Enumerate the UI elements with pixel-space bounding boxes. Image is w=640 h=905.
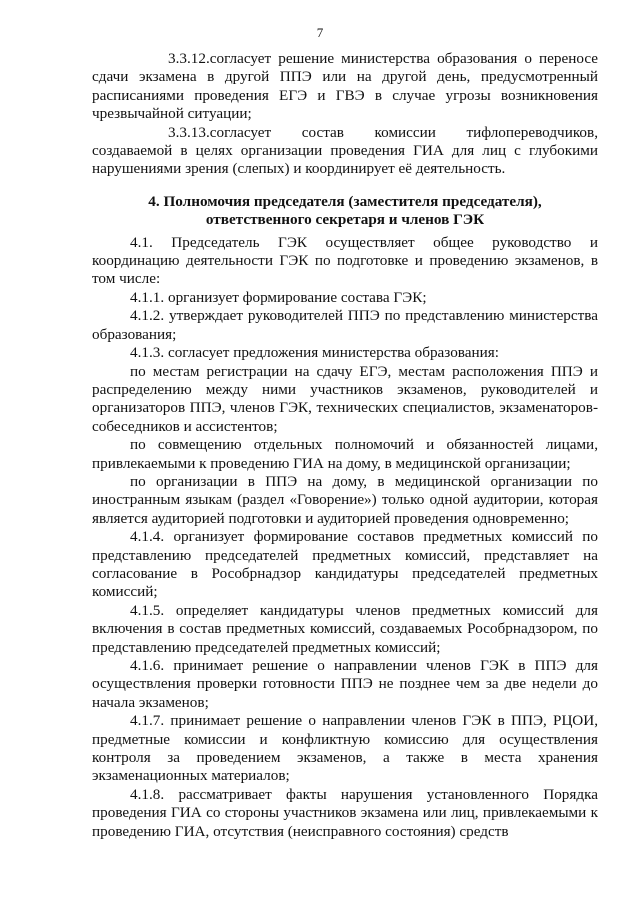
paragraph-4-1: 4.1. Председатель ГЭК осуществляет общее руководство и координацию деятельности ГЭК по подготовке и проведению экзаменов, в том числе:: [92, 233, 598, 288]
section-heading: [92, 193, 598, 230]
item-number: 3.3.13.: [168, 123, 210, 141]
paragraph-4-1-2: 4.1.2. утверждает руководителей ППЭ по представлению министерства образования;: [92, 307, 598, 343]
item-text: согласует состав комиссии тифлопереводчиков, создаваемой в целях организации проведения ГИА для лиц с глубокими нарушениями зрения (слепых) и координирует её деятельность.: [92, 123, 598, 178]
item-3-3-12: [92, 50, 598, 124]
item-3-3-13: [92, 124, 598, 179]
page-number: 7: [316, 25, 324, 40]
paragraph-4-1-1: 4.1.1. организует формирование состава ГЭК;: [130, 288, 427, 306]
section-heading-line2: ответственного секретаря и членов ГЭК: [205, 211, 485, 229]
item-text: согласует решение министерства образования о переносе сдачи экзамена в другой ППЭ или на другой день, предусмотренный расписаниями проведения ЕГЭ и ГВЭ в случае угрозы возникновения чрезвычайной ситуации;: [92, 50, 598, 123]
paragraph-4-1-8: 4.1.8. рассматривает факты нарушения установленного Порядка проведения ГИА со стороны участников экзамена или лиц, привлекаемыми к проведению ГИА, отсутствия (неисправного состояния) средств: [92, 785, 598, 840]
paragraph-4-1-3-c: по организации в ППЭ на дому, в медицинской организации по иностранным языкам (раздел «Говорение») только одной аудитории, которая является аудиторией подготовки и аудиторией проведения одновременно;: [92, 472, 598, 527]
paragraph-4-1-3-b: по совмещению отдельных полномочий и обязанностей лицами, привлекаемыми к проведению ГИА на дому, в медицинской организации;: [92, 436, 598, 472]
item-number: 3.3.12.: [168, 50, 210, 67]
paragraph-4-1-3-a: по местам регистрации на сдачу ЕГЭ, местам расположения ППЭ и распределению между ними участников экзаменов, руководителей и организаторов ППЭ, членов ГЭК, технических специалистов, экзаменаторов-собеседников и ассистентов;: [92, 362, 598, 435]
paragraph-4-1-3: 4.1.3. согласует предложения министерства образования:: [130, 344, 499, 362]
paragraph-4-1-5: 4.1.5. определяет кандидатуры членов предметных комиссий для включения в состав предметных комиссий, создаваемых Рособрнадзором, по представлению председателей предметных комиссий;: [92, 601, 598, 656]
paragraph-4-1-7: 4.1.7. принимает решение о направлении членов ГЭК в ППЭ, РЦОИ, предметные комиссии и конфликтную комиссию для осуществления контроля за проведением экзаменов, а также в места хранения экзаменационных материалов;: [92, 712, 598, 785]
section-heading-line1: 4. Полномочия председателя (заместителя председателя),: [148, 192, 542, 210]
paragraph-4-1-4: 4.1.4. организует формирование составов предметных комиссий по представлению председателей предметных комиссий, представляет на согласование в Рособрнадзор кандидатуры председателей предметных комиссий;: [92, 528, 598, 601]
paragraph-4-1-6: 4.1.6. принимает решение о направлении членов ГЭК в ППЭ для осуществления проверки готовности ППЭ не позднее чем за две недели до начала экзаменов;: [92, 657, 598, 711]
document-body: [92, 50, 598, 841]
